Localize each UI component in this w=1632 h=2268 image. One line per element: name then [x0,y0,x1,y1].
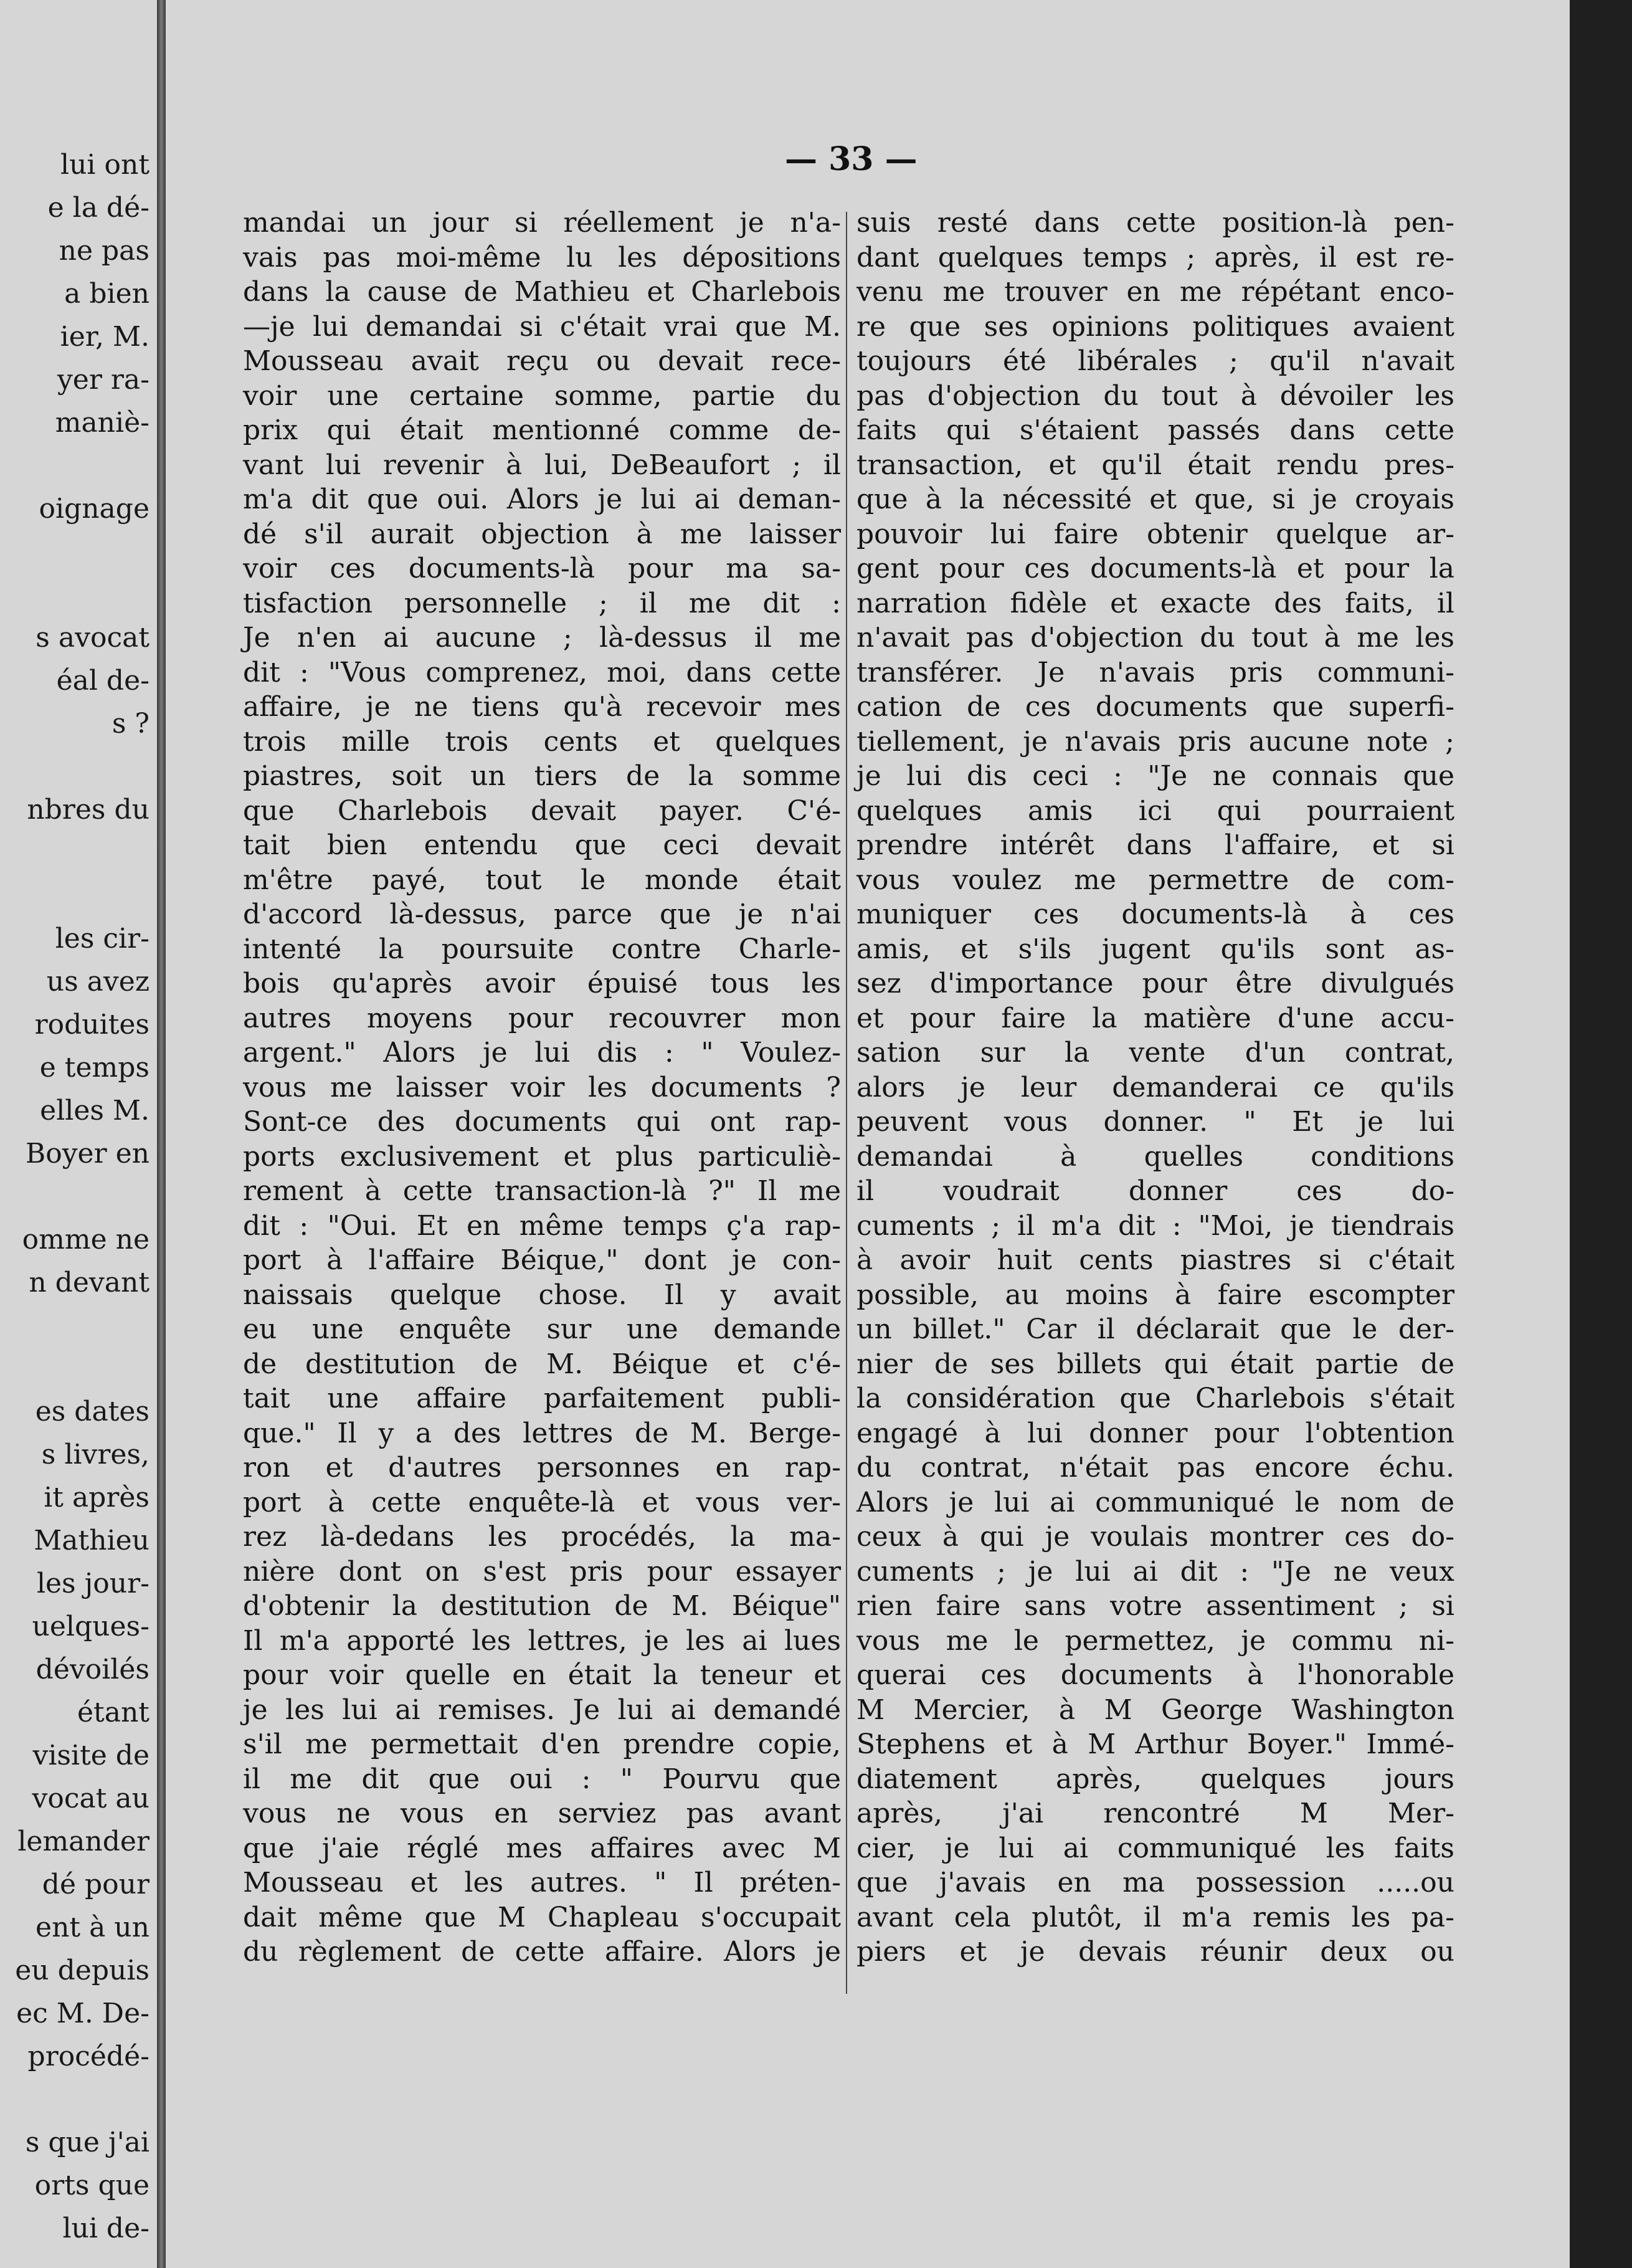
text-line: intenté la poursuite contre Charle- [243,933,841,965]
text-line: prendre intérêt dans l'affaire, et si [856,829,1454,861]
text-line: vous voulez me permettre de com- [856,864,1454,896]
text-line: Stephens et à M Arthur Boyer." Immé- [856,1728,1454,1760]
text-line: nier de ses billets qui était partie de [856,1348,1454,1380]
fragment-line: vocat au [32,1783,149,1814]
fragment-line [0,530,149,573]
text-line: toujours été libérales ; qu'il n'avait [856,345,1454,377]
text-line: cier, je lui ai communiqué les faits [856,1832,1454,1864]
fragment-line [0,2078,149,2121]
text-line: —je lui demandai si c'était vrai que M. [243,310,841,343]
text-line: il me dit que oui : " Pourvu que [243,1763,841,1795]
text-line: que j'aie réglé mes affaires avec M [243,1832,841,1864]
text-line: pouvoir lui faire obtenir quelque ar- [856,518,1454,550]
text-line: que." Il y a des lettres de M. Berge- [243,1417,841,1449]
text-line: Mousseau avait reçu ou devait rece- [243,345,841,377]
text-line: du règlement de cette affaire. Alors je [243,1936,841,1968]
text-line: d'accord là-dessus, parce que je n'ai [243,898,841,930]
fragment-line: les jour- [36,1568,149,1599]
fragment-line: us avez [46,966,149,998]
adjacent-page-fragment [0,143,149,2250]
text-line: port à cette enquête-là et vous ver- [243,1486,841,1518]
text-line: vous ne vous en serviez pas avant [243,1798,841,1829]
text-line: quelques amis ici qui pourraient [856,794,1454,827]
fragment-line: Boyer en [25,1138,149,1170]
text-line: voir une certaine somme, partie du [243,379,841,412]
text-line: re que ses opinions politiques avaient [856,310,1454,343]
text-line: d'obtenir la destitution de M. Béique" [243,1590,841,1622]
fragment-line: ne pas [59,235,149,267]
text-line: demandai à quelles conditions [856,1140,1454,1173]
fragment-line [0,573,149,616]
fragment-line: a bien [64,278,149,310]
text-line: vous me le permettez, je commu ni- [856,1624,1454,1657]
text-line: suis resté dans cette position-là pen- [856,207,1454,239]
fragment-line: maniè- [55,407,149,439]
text-line: du contrat, n'était pas encore échu. [856,1452,1454,1484]
text-line: port à l'affaire Béique," dont je con- [243,1244,841,1276]
fragment-line: ent à un [36,1912,149,1943]
text-column-left [243,206,841,1970]
text-line: je lui dis ceci : "Je ne connais que [856,760,1454,792]
fragment-line: it après [44,1482,149,1513]
text-line: pas d'objection du tout à dévoiler les [856,379,1454,412]
text-line: dait même que M Chapleau s'occupait [243,1901,841,1933]
text-line: la considération que Charlebois s'était [856,1383,1454,1414]
text-line: diatement après, quelques jours [856,1763,1454,1795]
text-line: voir ces documents-là pour ma sa- [243,553,841,584]
text-line: Alors je lui ai communiqué le nom de [856,1486,1454,1518]
text-line: n'avait pas d'objection du tout à me les [856,622,1454,654]
fragment-line: ec M. De- [16,1998,149,2029]
fragment-line: s ? [111,708,149,740]
text-line: sez d'importance pour être divulgués [856,968,1454,999]
text-line: narration fidèle et exacte des faits, il [856,587,1454,619]
fragment-line: les cir- [55,923,149,955]
text-line: gent pour ces documents-là et pour la [856,553,1454,584]
text-line: possible, au moins à faire escompter [856,1279,1454,1311]
text-line: sation sur la vente d'un contrat, [856,1037,1454,1069]
fragment-line: dévoilés [36,1654,149,1685]
fragment-line: elles M. [40,1095,149,1127]
column-divider [846,212,847,1994]
text-line: eu une enquête sur une demande [243,1313,841,1345]
text-line: affaire, je ne tiens qu'à recevoir mes [243,691,841,723]
text-line: Il m'a apporté les lettres, je les ai lues [243,1624,841,1657]
text-line: rez là-dedans les procédés, la ma- [243,1521,841,1553]
text-line: tiellement, je n'avais pris aucune note ; [856,725,1454,758]
fragment-line [0,444,149,487]
fragment-line: lemander [17,1826,149,1857]
page-fold [157,0,166,2268]
text-line: transaction, et qu'il était rendu pres- [856,449,1454,481]
text-line: m'être payé, tout le monde était [243,864,841,896]
text-line: tait bien entendu que ceci devait [243,829,841,861]
text-line: un billet." Car il déclarait que le der- [856,1313,1454,1345]
text-line: engagé à lui donner pour l'obtention [856,1417,1454,1449]
text-line: Je n'en ai aucune ; là-dessus il me [243,622,841,654]
text-line: ceux à qui je voulais montrer ces do- [856,1521,1454,1553]
fragment-line: procédé- [27,2041,149,2072]
text-line: naissais quelque chose. Il y avait [243,1279,841,1311]
text-line: nière dont on s'est pris pour essayer [243,1555,841,1588]
text-line: rement à cette transaction-là ?" Il me [243,1175,841,1207]
text-line: je les lui ai remises. Je lui ai demandé [243,1694,841,1726]
text-line: que Charlebois devait payer. C'é- [243,794,841,827]
fragment-line: n devant [29,1267,149,1298]
text-line: tait une affaire parfaitement publi- [243,1383,841,1414]
text-line: cation de ces documents que superfi- [856,691,1454,723]
fragment-line [0,1347,149,1390]
fragment-line: e la dé- [47,192,149,224]
text-line: peuvent vous donner. " Et je lui [856,1106,1454,1138]
text-line: ron et d'autres personnes en rap- [243,1452,841,1484]
text-line: vais pas moi-même lu les dépositions [243,241,841,274]
text-line: s'il me permettait d'en prendre copie, [243,1728,841,1760]
text-line: dant quelques temps ; après, il est re- [856,241,1454,274]
fragment-line: dé pour [42,1869,149,1900]
text-column-right [856,206,1454,1970]
text-line: alors je leur demanderai ce qu'ils [856,1071,1454,1103]
fragment-line: es dates [35,1396,149,1427]
fragment-line [0,745,149,788]
text-line: venu me trouver en me répétant enco- [856,276,1454,308]
fragment-line: uelques- [32,1611,149,1642]
text-line: dit : "Vous comprenez, moi, dans cette [243,656,841,688]
text-line: dé s'il aurait objection à me laisser [243,518,841,550]
fragment-line: étant [77,1697,149,1728]
text-line: pour voir quelle en était la teneur et [243,1659,841,1691]
text-line: et pour faire la matière d'une accu- [856,1002,1454,1034]
text-line: après, j'ai rencontré M Mer- [856,1798,1454,1829]
text-line: piers et je devais réunir deux ou [856,1936,1454,1968]
fragment-line: Mathieu [34,1525,149,1556]
text-line: trois mille trois cents et quelques [243,725,841,758]
fragment-line: eu depuis [15,1955,149,1986]
text-line: dit : "Oui. Et en même temps ç'a rap- [243,1209,841,1242]
text-line: muniquer ces documents-là à ces [856,898,1454,930]
fragment-line: roduites [34,1009,149,1041]
text-line: ports exclusivement et plus particuliè- [243,1140,841,1173]
fragment-line: orts que [34,2170,149,2201]
text-line: vous me laisser voir les documents ? [243,1071,841,1103]
text-line: rien faire sans votre assentiment ; si [856,1590,1454,1622]
fragment-line: visite de [32,1740,149,1771]
fragment-line: nbres du [27,794,149,826]
text-line: bois qu'après avoir épuisé tous les [243,968,841,999]
fragment-line: s livres, [41,1439,149,1470]
fragment-line: omme ne [22,1224,149,1256]
fragment-line: s avocat [36,622,149,654]
text-line: prix qui était mentionné comme de- [243,414,841,446]
text-line: amis, et s'ils jugent qu'ils sont as- [856,933,1454,965]
text-line: que j'avais en ma possession .....ou [856,1867,1454,1899]
text-line: faits qui s'étaient passés dans cette [856,414,1454,446]
fragment-line: yer ra- [57,364,149,396]
text-line: autres moyens pour recouvrer mon [243,1002,841,1034]
fragment-line: ier, M. [60,321,149,353]
text-line: vant lui revenir à lui, DeBeaufort ; il [243,449,841,481]
text-line: m'a dit que oui. Alors je lui ai deman- [243,484,841,515]
text-line: querai ces documents à l'honorable [856,1659,1454,1691]
text-line: il voudrait donner ces do- [856,1175,1454,1207]
text-line: tisfaction personnelle ; il me dit : [243,587,841,619]
scan-border [1570,0,1632,2268]
fragment-line [0,1175,149,1218]
text-line: piastres, soit un tiers de la somme [243,760,841,792]
text-line: argent." Alors je lui dis : " Voulez- [243,1037,841,1069]
text-line: cuments ; il m'a dit : "Moi, je tiendrais [856,1209,1454,1242]
text-line: que à la nécessité et que, si je croyais [856,484,1454,515]
fragment-line: e temps [39,1052,149,1084]
text-line: mandai un jour si réellement je n'a- [243,207,841,239]
fragment-line: s que j'ai [25,2127,149,2158]
text-line: à avoir huit cents piastres si c'était [856,1244,1454,1276]
text-line: M Mercier, à M George Washington [856,1694,1454,1726]
page-number: — 33 — [785,140,918,178]
text-line: Sont-ce des documents qui ont rap- [243,1106,841,1138]
text-line: transférer. Je n'avais pris communi- [856,656,1454,688]
fragment-line: lui de- [62,2213,149,2244]
fragment-line: lui ont [60,149,149,181]
text-line: de destitution de M. Béique et c'é- [243,1348,841,1380]
fragment-line [0,874,149,917]
text-line: Mousseau et les autres. " Il préten- [243,1867,841,1899]
fragment-line [0,831,149,874]
fragment-line [0,1304,149,1347]
text-line: dans la cause de Mathieu et Charlebois [243,276,841,308]
text-line: avant cela plutôt, il m'a remis les pa- [856,1901,1454,1933]
fragment-line: oignage [39,493,149,525]
text-line: cuments ; je lui ai dit : "Je ne veux [856,1555,1454,1588]
fragment-line: éal de- [56,665,149,697]
